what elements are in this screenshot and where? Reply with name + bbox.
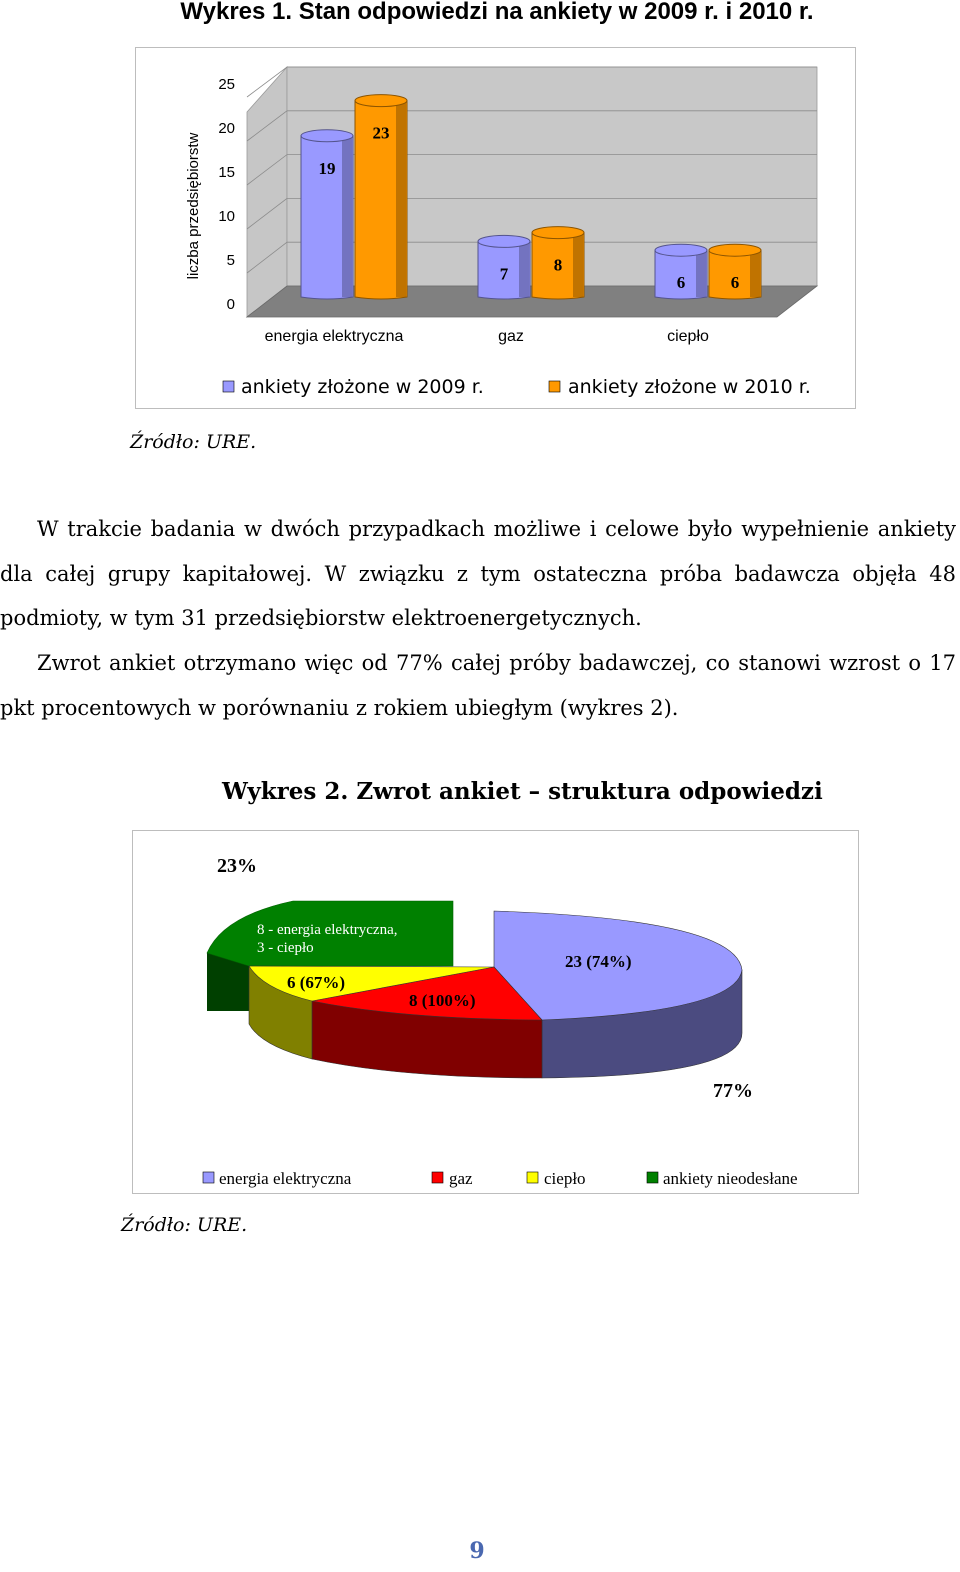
chart1-bar-cap (709, 244, 761, 256)
group-label-right: 77% (713, 1080, 753, 1102)
chart2-source: Źródło: URE. (121, 1214, 248, 1236)
chart1-bar-cap (655, 244, 707, 256)
chart1-bar-shade (519, 241, 529, 297)
chart1-bar (478, 235, 530, 299)
chart1-legend-swatch-2009 (223, 381, 234, 392)
cieplo-slice-label: 6 (67%) (287, 973, 346, 992)
chart1-bar (355, 95, 407, 299)
chart1-legend-swatch-2010 (549, 381, 560, 392)
chart2-legend-label-energia: energia elektryczna (219, 1169, 352, 1188)
chart1-source: Źródło: URE. (130, 431, 257, 453)
energia-slice-label: 23 (74%) (565, 952, 632, 971)
chart1-y-tick-label: 20 (218, 120, 235, 137)
chart2-legend-swatch-energia (203, 1172, 214, 1183)
chart1-bar (301, 130, 353, 299)
chart1-y-tick-label: 10 (218, 208, 235, 225)
chart1-y-tick-label: 5 (226, 252, 235, 269)
chart2-svg (133, 831, 858, 1193)
chart1-bar-cap (355, 95, 407, 107)
chart1-legend-label-2009: ankiety złożone w 2009 r. (241, 376, 484, 398)
chart2-legend-swatch-cieplo (527, 1172, 538, 1183)
chart2-legend-label-nieodeslane: ankiety nieodesłane (663, 1169, 798, 1188)
page-number: 9 (469, 1538, 485, 1564)
chart1-bar-shade (342, 136, 352, 297)
chart1-y-tick-label: 0 (226, 296, 235, 313)
chart1-category-label: energia elektryczna (264, 328, 404, 345)
chart1-frame (135, 47, 856, 409)
chart1-bar-value-label: 23 (372, 123, 390, 143)
chart1-y-tick-label: 15 (218, 164, 235, 181)
paragraph-1 (0, 507, 956, 641)
chart1-bar-value-label: 7 (499, 264, 509, 284)
chart2-legend-swatch-nieodeslane (647, 1172, 658, 1183)
chart1-bar-shade (696, 250, 706, 297)
chart2-legend-label-cieplo: ciepło (544, 1169, 586, 1188)
chart2-frame (132, 830, 859, 1194)
chart1-left-wall (247, 67, 287, 317)
chart1-bar (655, 244, 707, 299)
paragraph-1-text: W trakcie badania w dwóch przypadkach możliwe i celowe było wypełnienie ankiety dla całej grupy kapitałowej. W związku z tym ostateczna próba badawcza objęła 48 podmioty, w tym 31 przedsiębiorstw elektroenergetycznych. (0, 517, 956, 630)
chart1-title: Wykres 1. Stan odpowiedzi na ankiety w 2009 r. i 2010 r. (180, 0, 814, 25)
chart2-legend-swatch-gaz (432, 1172, 443, 1183)
chart1-bar-value-label: 8 (553, 255, 563, 275)
chart1-bar-cap (301, 130, 353, 142)
chart1-bar (709, 244, 761, 299)
chart1-category-label: ciepło (667, 328, 709, 345)
chart1-bar-value-label: 19 (318, 158, 336, 178)
nieodeslane-label-line2: 3 - ciepło (257, 940, 314, 956)
chart1-bar-cap (532, 227, 584, 239)
chart1-category-labels (265, 328, 709, 345)
chart1-bar-value-label: 6 (676, 273, 686, 293)
chart1-bar-cap (478, 235, 530, 247)
chart1-y-tick-label: 25 (218, 76, 235, 93)
chart1-bar-shade (573, 233, 583, 297)
paragraph-2 (0, 641, 956, 730)
chart1-y-tick-labels (218, 76, 235, 313)
nieodeslane-label-line1: 8 - energia elektryczna, (257, 922, 398, 938)
chart1-svg (136, 48, 855, 408)
group-label-left: 23% (217, 855, 257, 877)
paragraph-2-text: Zwrot ankiet otrzymano więc od 77% całej próby badawczej, co stanowi wzrost o 17 pkt procentowych w porównaniu z rokiem ubiegłym (wykres 2). (0, 651, 956, 720)
chart1-legend-label-2010: ankiety złożone w 2010 r. (568, 376, 811, 398)
chart2-title: Wykres 2. Zwrot ankiet – struktura odpowiedzi (222, 778, 823, 805)
chart1-bar-shade (750, 250, 760, 297)
chart1-y-axis-label: liczba przedsiębiorstw (185, 132, 202, 280)
chart1-category-label: gaz (498, 328, 524, 345)
chart1-bar (532, 227, 584, 299)
chart1-bar-shade (396, 101, 406, 297)
gaz-slice-label: 8 (100%) (409, 991, 476, 1010)
chart1-bar-value-label: 6 (730, 273, 740, 293)
chart2-legend-label-gaz: gaz (449, 1169, 473, 1188)
